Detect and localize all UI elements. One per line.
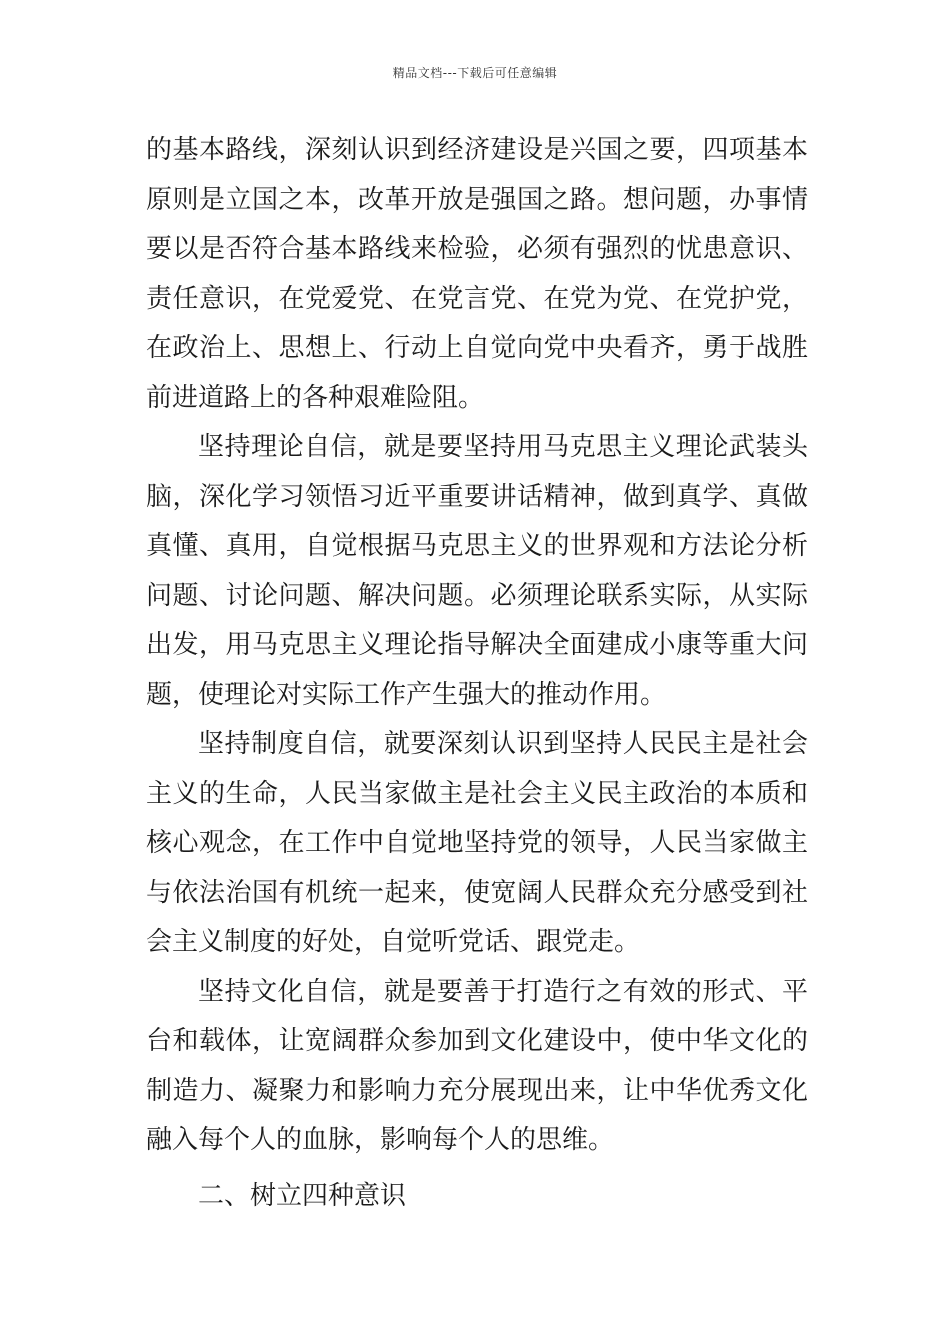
paragraph-culture-confidence: 坚持文化自信，就是要善于打造行之有效的形式、平台和载体，让宽阔群众参加到文化建设中，使中华文化的制造力、凝聚力和影响力充分展现出来，让中华优秀文化融入每个人的血脉，影响每个人的思维。 [146, 976, 808, 1155]
paragraph-system-confidence: 坚持制度自信，就要深刻认识到坚持人民民主是社会主义的生命，人民当家做主是社会主义民主政治的本质和核心观念，在工作中自觉地坚持党的领导，人民当家做主与依法治国有机统一起来，使宽阔人民群众充分感受到社会主义制度的好处，自觉听党话、跟党走。 [146, 729, 808, 957]
paragraph-continuation: 的基本路线，深刻认识到经济建设是兴国之要，四项基本原则是立国之本，改革开放是强国之路。想问题，办事情要以是否符合基本路线来检验，必须有强烈的忧患意识、责任意识，在党爱党、在党言党、在党为党、在党护党，在政治上、思想上、行动上自觉向党中央看齐，勇于战胜前进道路上的各种艰难险阻。 [146, 135, 808, 413]
paragraph-theory-confidence: 坚持理论自信，就是要坚持用马克思主义理论武装头脑，深化学习领悟习近平重要讲话精神，做到真学、真做真懂、真用，自觉根据马克思主义的世界观和方法论分析问题、讨论问题、解决问题。必须理论联系实际，从实际出发，用马克思主义理论指导解决全面建成小康等重大问题，使理论对实际工作产生强大的推动作用。 [146, 432, 808, 710]
document-body [146, 126, 808, 1221]
section-heading: 二、树立四种意识 [198, 1180, 407, 1211]
page-header: 精品文档---下载后可任意编辑 [392, 66, 558, 80]
